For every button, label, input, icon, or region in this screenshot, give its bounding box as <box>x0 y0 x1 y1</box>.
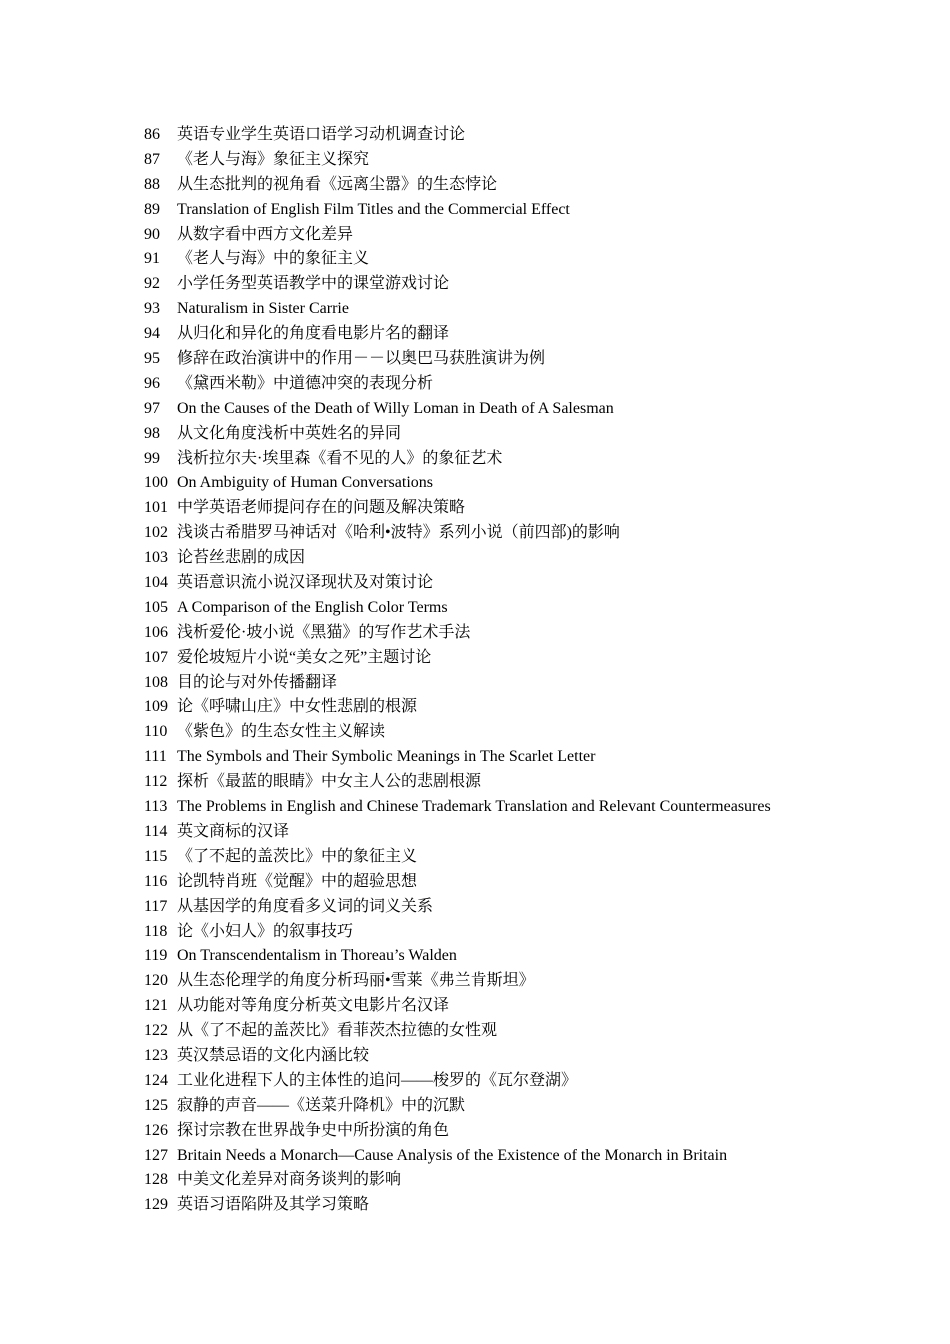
item-title: 从归化和异化的角度看电影片名的翻译 <box>177 325 450 343</box>
item-number: 120 <box>144 972 168 990</box>
item-title: 《老人与海》象征主义探究 <box>177 150 370 168</box>
item-number: 109 <box>144 698 168 716</box>
list-item <box>144 372 924 397</box>
item-title: 论苔丝悲剧的成因 <box>177 549 306 567</box>
item-title: 浅析拉尔夫·埃里森《看不见的人》的象征艺术 <box>177 449 503 467</box>
item-title: 《老人与海》中的象征主义 <box>177 250 370 268</box>
item-title: 从文化角度浅析中英姓名的异同 <box>177 424 402 442</box>
item-title: Britain Needs a Monarch—Cause Analysis of the Existence of the Monarch in Britain <box>177 1146 728 1164</box>
item-number: 99 <box>144 449 160 467</box>
list-item <box>144 870 924 895</box>
item-title: 浅析爱伦·坡小说《黑猫》的写作艺术手法 <box>177 623 471 641</box>
item-number: 88 <box>144 175 160 193</box>
item-title: 从生态伦理学的角度分析玛丽•雪莱《弗兰肯斯坦》 <box>177 972 535 990</box>
item-number: 121 <box>144 997 168 1015</box>
item-number: 119 <box>144 947 168 965</box>
list-item <box>144 1044 924 1069</box>
item-title: 英汉禁忌语的文化内涵比较 <box>177 1046 370 1064</box>
item-title: 英语意识流小说汉译现状及对策讨论 <box>177 574 434 592</box>
item-number: 107 <box>144 648 168 666</box>
item-title: 中美文化差异对商务谈判的影响 <box>177 1171 402 1189</box>
item-number: 108 <box>144 673 168 691</box>
list-item <box>144 920 924 945</box>
item-title: 探析《最蓝的眼睛》中女主人公的悲剧根源 <box>177 773 482 791</box>
item-number: 101 <box>144 499 168 517</box>
item-title: 《紫色》的生态女性主义解读 <box>177 723 386 741</box>
list-item <box>144 845 924 870</box>
list-item <box>144 247 924 272</box>
list-item <box>144 994 924 1019</box>
item-title: Translation of English Film Titles and the Commercial Effect <box>177 200 570 218</box>
item-title: 探讨宗教在世界战争史中所扮演的角色 <box>177 1121 450 1139</box>
item-number: 91 <box>144 250 160 268</box>
item-title: 目的论与对外传播翻译 <box>177 673 338 691</box>
list-item <box>144 546 924 571</box>
list-item <box>144 1069 924 1094</box>
item-number: 102 <box>144 524 168 542</box>
item-number: 103 <box>144 549 168 567</box>
list-item <box>144 148 924 173</box>
item-number: 92 <box>144 275 160 293</box>
item-number: 96 <box>144 374 160 392</box>
list-item <box>144 671 924 696</box>
list-item <box>144 621 924 646</box>
item-number: 125 <box>144 1096 168 1114</box>
list-item <box>144 496 924 521</box>
item-number: 105 <box>144 598 168 616</box>
item-number: 95 <box>144 350 160 368</box>
item-title: 小学任务型英语教学中的课堂游戏讨论 <box>177 275 450 293</box>
list-item <box>144 820 924 845</box>
list-item <box>144 1168 924 1193</box>
item-title: 从《了不起的盖茨比》看菲茨杰拉德的女性观 <box>177 1022 498 1040</box>
item-number: 114 <box>144 822 168 840</box>
list-item <box>144 297 924 322</box>
item-title: Naturalism in Sister Carrie <box>177 300 349 318</box>
item-title: 论《小妇人》的叙事技巧 <box>177 922 354 940</box>
item-number: 112 <box>144 773 168 791</box>
item-title: 工业化进程下人的主体性的追问——梭罗的《瓦尔登湖》 <box>177 1071 578 1089</box>
list-item <box>144 1094 924 1119</box>
list-item <box>144 1119 924 1144</box>
item-title: A Comparison of the English Color Terms <box>177 598 448 616</box>
list-item <box>144 521 924 546</box>
item-title: On Ambiguity of Human Conversations <box>177 474 433 492</box>
item-number: 97 <box>144 399 160 417</box>
list-item <box>144 1144 924 1169</box>
list-item <box>144 123 924 148</box>
list-item <box>144 646 924 671</box>
item-title: 从生态批判的视角看《远离尘嚣》的生态悖论 <box>177 175 498 193</box>
item-title: 英语习语陷阱及其学习策略 <box>177 1196 370 1214</box>
topic-list <box>144 123 924 1218</box>
item-title: 《了不起的盖茨比》中的象征主义 <box>177 847 418 865</box>
list-item <box>144 720 924 745</box>
item-number: 118 <box>144 922 168 940</box>
list-item <box>144 944 924 969</box>
item-number: 100 <box>144 474 168 492</box>
item-title: 论凯特肖班《觉醒》中的超验思想 <box>177 872 418 890</box>
item-title: 修辞在政治演讲中的作用－－以奥巴马获胜演讲为例 <box>177 350 546 368</box>
item-title: 浅谈古希腊罗马神话对《哈利•波特》系列小说（前四部)的影响 <box>177 524 620 542</box>
item-title: 中学英语老师提问存在的问题及解决策略 <box>177 499 466 517</box>
item-number: 90 <box>144 225 160 243</box>
item-number: 116 <box>144 872 168 890</box>
item-title: 爱伦坡短片小说“美女之死”主题讨论 <box>177 648 432 666</box>
item-title: 从基因学的角度看多义词的词义关系 <box>177 897 434 915</box>
list-item <box>144 447 924 472</box>
item-number: 128 <box>144 1171 168 1189</box>
list-item <box>144 969 924 994</box>
item-title: 英语专业学生英语口语学习动机调查讨论 <box>177 126 466 143</box>
list-item <box>144 272 924 297</box>
list-item <box>144 1019 924 1044</box>
list-item <box>144 198 924 223</box>
item-number: 89 <box>144 200 160 218</box>
item-number: 129 <box>144 1196 168 1214</box>
list-item <box>144 695 924 720</box>
item-number: 123 <box>144 1046 168 1064</box>
item-title: 从数字看中西方文化差异 <box>177 225 354 243</box>
item-number: 115 <box>144 847 168 865</box>
list-item <box>144 322 924 347</box>
item-number: 124 <box>144 1071 168 1089</box>
item-number: 110 <box>144 723 168 741</box>
list-item <box>144 745 924 770</box>
list-item <box>144 223 924 248</box>
item-number: 117 <box>144 897 168 915</box>
item-number: 98 <box>144 424 160 442</box>
list-item <box>144 795 924 820</box>
item-title: On Transcendentalism in Thoreau’s Walden <box>177 947 457 965</box>
item-number: 106 <box>144 623 168 641</box>
item-number: 104 <box>144 574 168 592</box>
list-item <box>144 347 924 372</box>
list-item <box>144 596 924 621</box>
item-title: 从功能对等角度分析英文电影片名汉译 <box>177 997 450 1015</box>
item-number: 127 <box>144 1146 168 1164</box>
list-item <box>144 770 924 795</box>
item-title: The Symbols and Their Symbolic Meanings in The Scarlet Letter <box>177 748 596 766</box>
list-item <box>144 1193 924 1218</box>
list-item <box>144 397 924 422</box>
item-number: 87 <box>144 150 160 168</box>
list-item <box>144 471 924 496</box>
item-number: 86 <box>144 126 160 143</box>
list-item <box>144 422 924 447</box>
item-title: 论《呼啸山庄》中女性悲剧的根源 <box>177 698 418 716</box>
item-title: 《黛西米勒》中道德冲突的表现分析 <box>177 374 434 392</box>
item-number: 122 <box>144 1022 168 1040</box>
list-item <box>144 895 924 920</box>
item-title: On the Causes of the Death of Willy Loman in Death of A Salesman <box>177 399 614 417</box>
item-number: 126 <box>144 1121 168 1139</box>
list-item <box>144 571 924 596</box>
item-number: 93 <box>144 300 160 318</box>
item-number: 111 <box>144 748 167 766</box>
item-number: 113 <box>144 798 168 816</box>
item-title: 寂静的声音——《送菜升降机》中的沉默 <box>177 1096 466 1114</box>
item-number: 94 <box>144 325 160 343</box>
list-item <box>144 173 924 198</box>
item-title: The Problems in English and Chinese Trademark Translation and Relevant Countermeasures <box>177 798 771 816</box>
item-title: 英文商标的汉译 <box>177 822 290 840</box>
